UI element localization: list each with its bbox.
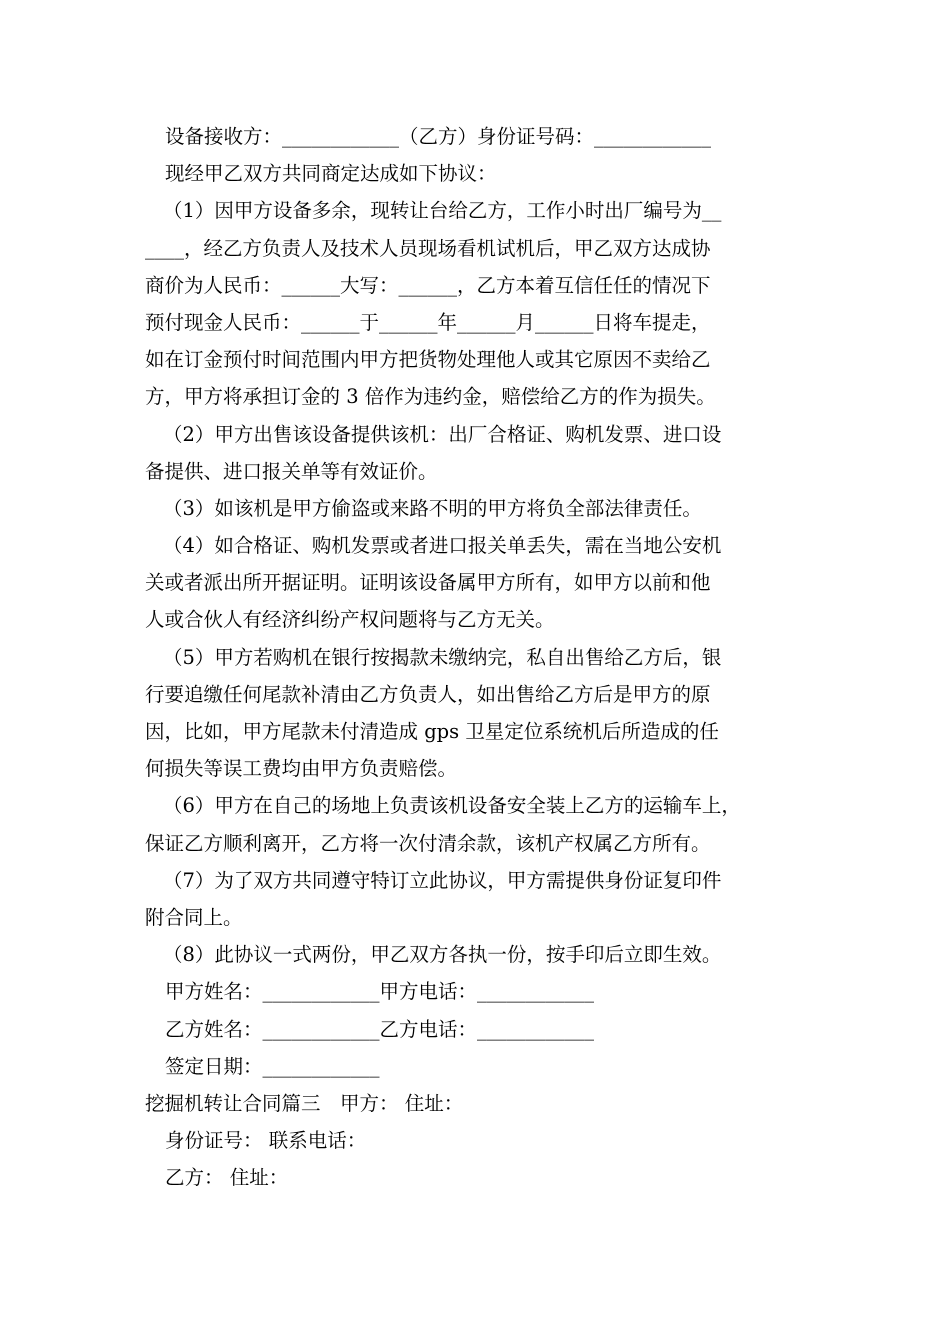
party-b-address-line: 乙方： 住址： (165, 1166, 289, 1190)
clause-1-line-6: 方，甲方将承担订金的 3 倍作为违约金，赔偿给乙方的作为损失。 (145, 385, 716, 409)
clause-6-line-1: （6）甲方在自己的场地上负责该机设备安全装上乙方的运输车上， (163, 794, 741, 818)
clause-3: （3）如该机是甲方偷盗或来路不明的甲方将负全部法律责任。 (163, 496, 702, 520)
receiver-line: 设备接收方：____________（乙方）身份证号码：____________ (165, 125, 712, 148)
id-phone-line: 身份证号： 联系电话： (165, 1129, 367, 1153)
clause-5-line-4: 何损失等误工费均由甲方负责赔偿。 (145, 757, 458, 781)
clause-8: （8）此协议一式两份，甲乙双方各执一份，按手印后立即生效。 (163, 943, 722, 967)
clause-5-line-3: 因，比如，甲方尾款未付清造成 gps 卫星定位系统机后所造成的任 (145, 720, 719, 743)
clause-4-line-1: （4）如合格证、购机发票或者进口报关单丢失，需在当地公安机 (163, 534, 722, 558)
clause-7-line-1: （7）为了双方共同遵守特订立此协议，甲方需提供身份证复印件 (163, 868, 722, 892)
clause-2-line-2: 备提供、进口报关单等有效证价。 (145, 459, 438, 483)
clause-4-line-3: 人或合伙人有经济纠纷产权问题将与乙方无关。 (145, 608, 555, 632)
contract-3-heading: 挖掘机转让合同篇三 甲方： 住址： (145, 1091, 464, 1115)
agreement-intro: 现经甲乙双方共同商定达成如下协议： (165, 162, 497, 186)
party-b-signature-line: 乙方姓名：____________乙方电话：____________ (165, 1017, 595, 1041)
clause-5-line-2: 行要追缴任何尾款补清由乙方负责人，如出售给乙方后是甲方的原 (145, 682, 711, 706)
clause-4-line-2: 关或者派出所开据证明。证明该设备属甲方所有，如甲方以前和他 (145, 571, 711, 595)
clause-2-line-1: （2）甲方出售该设备提供该机：出厂合格证、购机发票、进口设 (163, 422, 722, 446)
party-a-signature-line: 甲方姓名：____________甲方电话：____________ (165, 980, 595, 1004)
clause-6-line-2: 保证乙方顺利离开，乙方将一次付清余款，该机产权属乙方所有。 (145, 831, 711, 855)
clause-1-line-5: 如在订金预付时间范围内甲方把货物处理他人或其它原因不卖给乙 (145, 348, 711, 372)
clause-1-line-2: ____，经乙方负责人及技术人员现场看机试机后，甲乙双方达成协 (145, 236, 711, 260)
clause-1-line-1: （1）因甲方设备多余，现转让台给乙方，工作小时出厂编号为__ (163, 199, 722, 223)
clause-1-line-3: 商价为人民币：______大写：______，乙方本着互信任任的情况下 (145, 273, 711, 297)
clause-1-line-4: 预付现金人民币：______于______年______月______日将车提走， (145, 310, 711, 334)
sign-date-line: 签定日期：____________ (165, 1054, 380, 1078)
clause-7-line-2: 附合同上。 (145, 905, 243, 929)
clause-5-line-1: （5）甲方若购机在银行按揭款未缴纳完，私自出售给乙方后，银 (163, 645, 722, 669)
contract-text (145, 118, 810, 1196)
